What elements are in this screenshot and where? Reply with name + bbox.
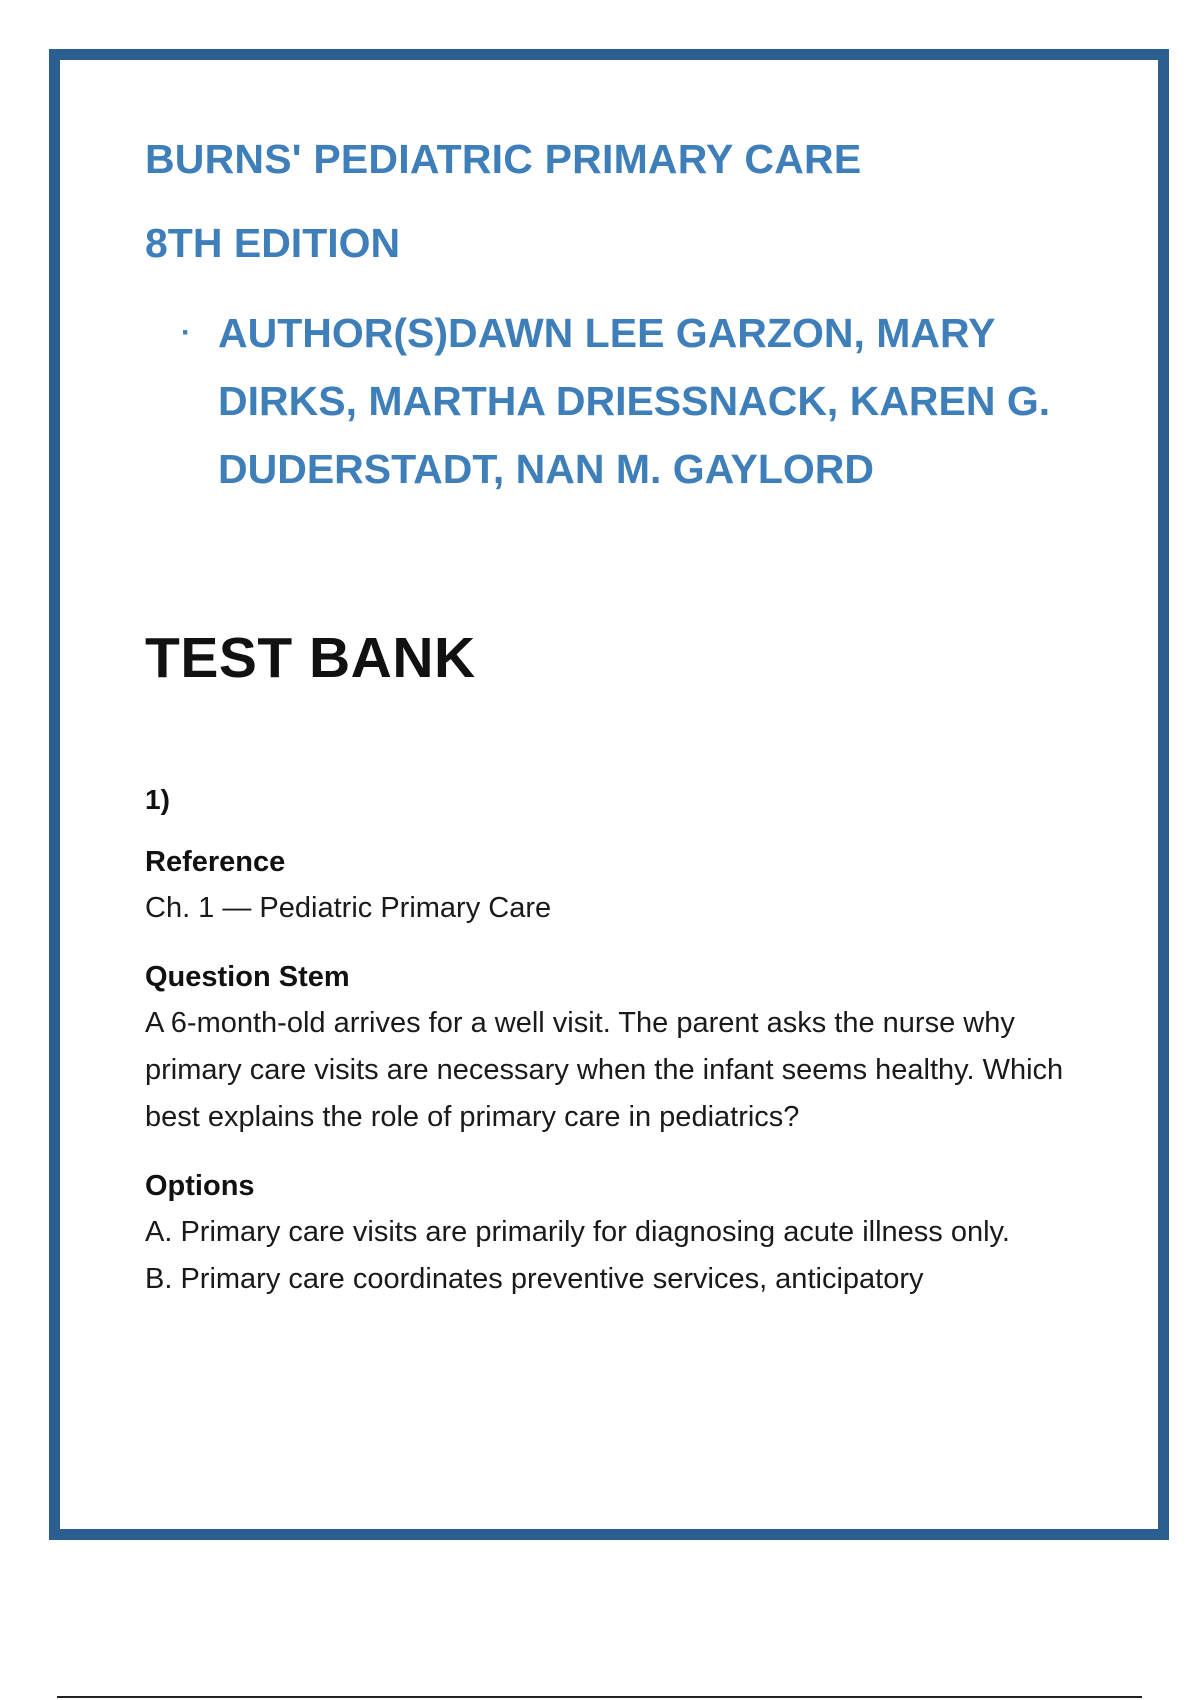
test-bank-heading: TEST BANK <box>145 626 476 690</box>
document-content <box>145 135 1105 1303</box>
question-stem-text: A 6-month-old arrives for a well visit. The parent asks the nurse why primary care visits are necessary when the infant seems healthy. Which best explains the role of primary care in pediatrics? <box>145 1007 1064 1133</box>
question-number: 1) <box>145 784 170 815</box>
options-label: Options <box>145 1170 255 1202</box>
authors-text: AUTHOR(S)DAWN LEE GARZON, MARY DIRKS, MARTHA DRIESSNACK, KAREN G. DUDERSTADT, NAN M. GAYLORD <box>218 310 1051 492</box>
book-edition: 8TH EDITION <box>145 220 401 266</box>
option-a: A. Primary care visits are primarily for diagnosing acute illness only. <box>145 1216 1010 1248</box>
book-title: BURNS' PEDIATRIC PRIMARY CARE <box>145 136 862 182</box>
question-stem-label: Question Stem <box>145 961 350 993</box>
reference-label: Reference <box>145 846 286 878</box>
reference-text: Ch. 1 — Pediatric Primary Care <box>145 892 552 924</box>
option-b: B. Primary care coordinates preventive services, anticipatory <box>145 1263 924 1295</box>
bullet-icon: · <box>181 316 191 349</box>
bottom-divider <box>57 1696 1142 1698</box>
authors-list-item <box>145 299 1078 503</box>
